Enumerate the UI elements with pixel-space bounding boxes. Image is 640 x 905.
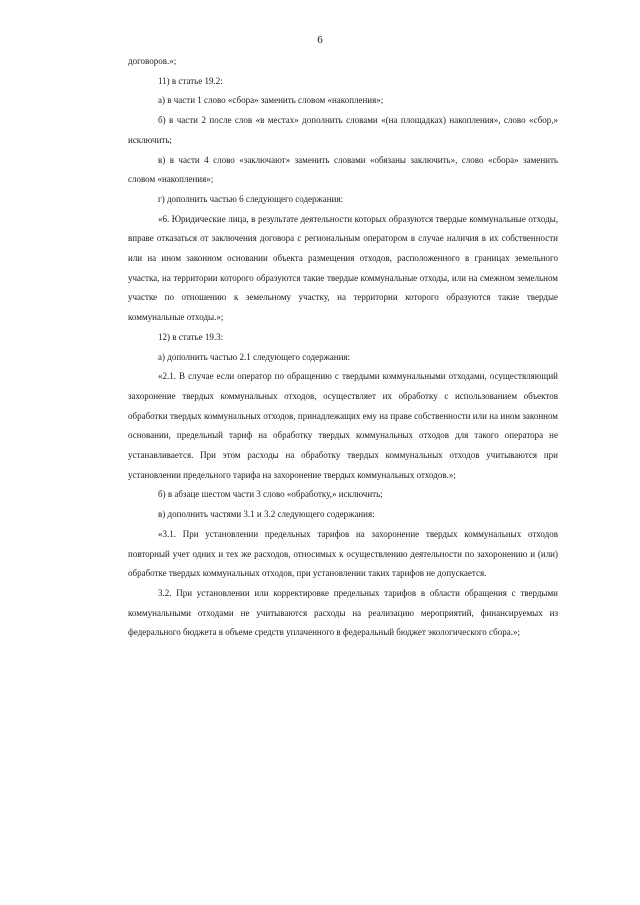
paragraph: в) дополнить частями 3.1 и 3.2 следующего содержания: [158, 509, 375, 520]
paragraph: «3.1. При установлении предельных тарифов на захоронение твердых коммунальных отходов повторный учет одних и тех же расходов, относимых к осуществлению деятельности по захоронению и (или) обработке твердых коммунальных отходов, при установлении таких тарифов не допускается. [128, 528, 558, 579]
paragraph: г) дополнить частью 6 следующего содержания: [158, 193, 344, 204]
paragraph: 11) в статье 19.2: [158, 75, 223, 86]
paragraph: б) в абзаце шестом части 3 слово «обработку,» исключить; [158, 489, 383, 500]
paragraph: «2.1. В случае если оператор по обращению с твердыми коммунальными отходами, осуществляющий захоронение твердых коммунальных отходов, осуществляет их обработку с использованием объектов обработки твердых коммунальных отходов, принадлежащих ему на праве собственности или на ином законном основании, предельный тариф на обработку твердых коммунальных отходов для такого оператора не устанавливается. При этом расходы на обработку твердых коммунальных отходов учитываются при установлении предельного тарифа на захоронение твердых коммунальных отходов.»; [128, 371, 558, 480]
paragraph: договоров.»; [128, 56, 177, 66]
paragraph: а) в части 1 слово «сбора» заменить словом «накопления»; [158, 95, 384, 106]
page-number: 6 [317, 34, 323, 46]
paragraph: 3.2. При установлении или корректировке предельных тарифов в области обращения с твердыми коммунальными отходами не учитываются расходы на реализацию мероприятий, финансируемых из федерального бюджета в объеме средств уплаченного в федеральный бюджет экологического сбора.»; [128, 587, 558, 638]
paragraph: б) в части 2 после слов «в местах» дополнить словами «(на площадках) накопления», слово «сбор,» исключить; [128, 115, 558, 145]
document-body [128, 52, 558, 643]
paragraph: а) дополнить частью 2.1 следующего содержания: [158, 351, 351, 362]
paragraph: 12) в статье 19.3: [158, 331, 224, 342]
paragraph: «6. Юридические лица, в результате деятельности которых образуются твердые коммунальные отходы, вправе отказаться от заключения договора с региональным оператором в случае наличия в их собственности или на ином законном основании объекта размещения отходов, расположенного в границах земельного участка, на территории которого образуются такие твердые коммунальные отходы, или на смежном земельном участке по отношению к земельному участку, на территории которого образуются такие твердые коммунальные отходы.»; [128, 213, 558, 323]
paragraph: в) в части 4 слово «заключают» заменить словами «обязаны заключить», слово «сбора» заменить словом «накопления»; [128, 154, 558, 185]
